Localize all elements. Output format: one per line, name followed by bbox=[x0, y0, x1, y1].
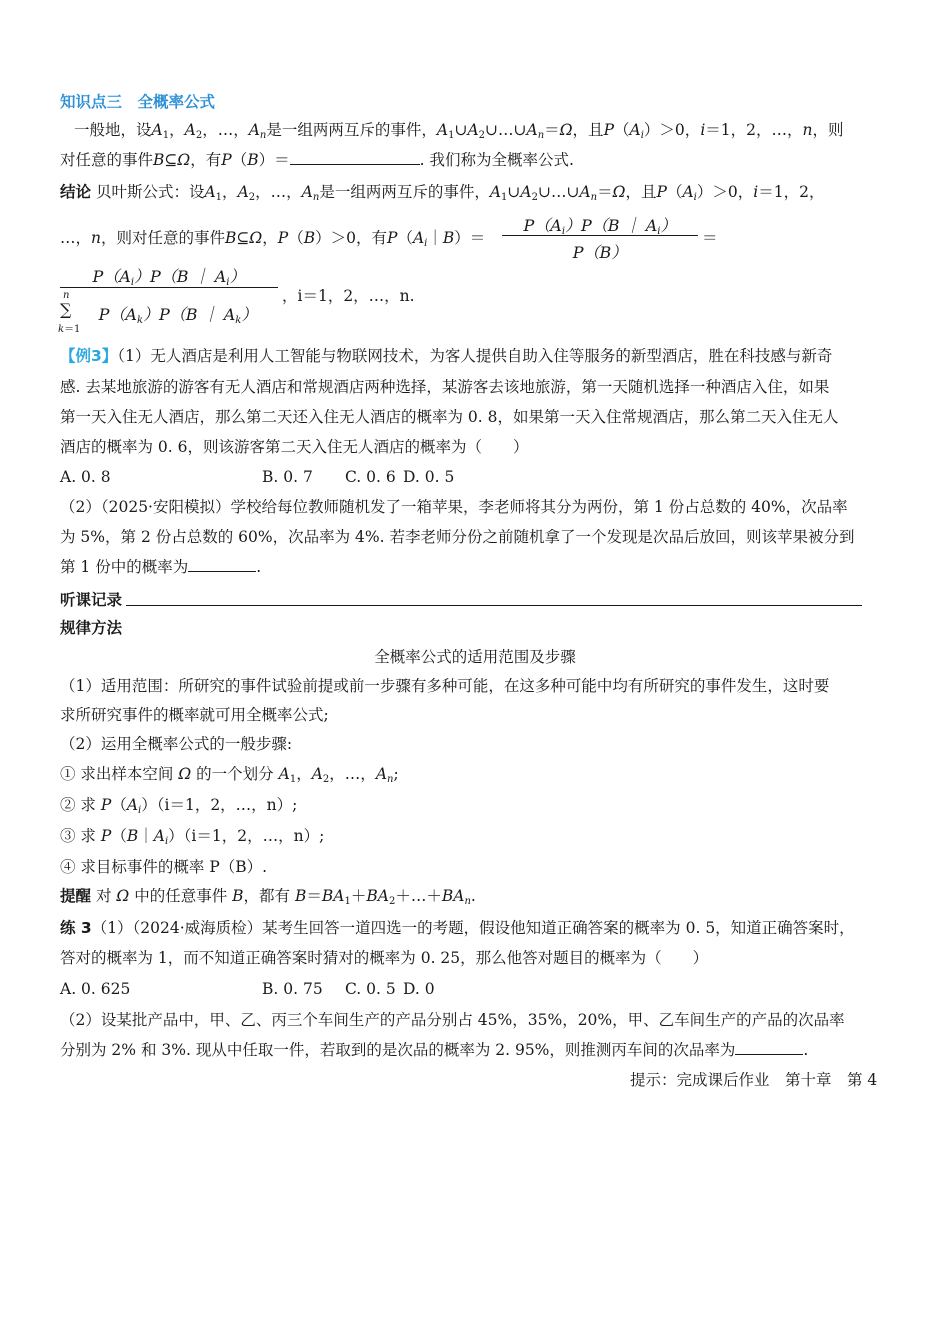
method-step4: ④ 求目标事件的概率 P（B）. bbox=[60, 858, 268, 876]
example3-option-b: B. 0. 7 bbox=[262, 468, 313, 486]
practice-answer-blank bbox=[735, 1040, 803, 1055]
section-title: 知识点三 全概率公式 bbox=[60, 93, 216, 111]
bayes-numerator: $P(A_i)P(B$ ｜ $A_i$） bbox=[523, 216, 677, 237]
method-step1: ① 求出样本空间 Ω 的一个划分 $A_1$，$A_2$，…，$A_n$; bbox=[60, 765, 399, 785]
example3-line3: 第一天入住无人酒店，那么第二天还入住无人酒店的概率为 0. 8，如果第一天入住常规酒店，那么第二天入住无人 bbox=[60, 408, 839, 426]
sum-upper: n bbox=[63, 290, 70, 301]
footer-hint: 提示：完成课后作业 第十章 第 4 bbox=[630, 1071, 878, 1089]
section-text-line2: 对任意的事件B⊆Ω，有P（B）＝ . 我们称为全概率公式. bbox=[60, 151, 574, 169]
method-line1: （1）适用范围：所研究的事件试验前提或前一步骤有多种可能，在这多种可能中均有所研究的事件发生，这时要 bbox=[60, 677, 830, 695]
method-label: 规律方法 bbox=[60, 619, 123, 637]
example3-option-c: C. 0. 6 bbox=[345, 468, 396, 486]
notes-label: 听课记录 bbox=[60, 591, 123, 609]
practice3-line1: 练 3（1）（2024·威海质检）某考生回答一道四选一的考题，假设他知道正确答案的概率为 0. 5，知道正确答案时， bbox=[60, 919, 855, 937]
total-numerator: $P(A_i)P(B$ ｜ $A_i$） bbox=[92, 267, 246, 288]
tip-label: 提醒 bbox=[60, 887, 92, 905]
method-step2: ② 求 $P(A_i)(i=1$，2，…，n）; bbox=[60, 796, 298, 816]
practice3-tag: 练 3 bbox=[60, 919, 92, 937]
practice3-option-a: A. 0. 625 bbox=[60, 980, 131, 998]
fraction-bar bbox=[502, 235, 698, 236]
example3-line1: 【例3】（1）无人酒店是利用人工智能与物联网技术，为客人提供自助入住等服务的新型酒店，胜在科技感与新奇 bbox=[60, 347, 833, 365]
notes-line bbox=[126, 605, 862, 606]
fraction-bar-2 bbox=[60, 287, 278, 288]
sum-sign: ∑ bbox=[60, 300, 72, 319]
method-heading: 全概率公式的适用范围及步骤 bbox=[374, 648, 576, 666]
total-denominator: $P(A_k)P(B$ ｜ $A_k$） bbox=[98, 305, 258, 326]
example3-part2-line1: （2）（2025·安阳模拟）学校给每位教师随机发了一箱苹果，李老师将其分为两份，第 1 份占总数的 40%，次品率 bbox=[60, 498, 848, 516]
conclusion-line1: 结论 贝叶斯公式：设$A_1$，$A_2$，…，$A_n$是一组两两互斥的事件，$A_1\cup A_2\cup\dots\cup A_n=\Omega$，且$P(A_i)>0$，i＝1，2， bbox=[60, 183, 825, 203]
practice3-option-c: C. 0. 5 bbox=[345, 980, 396, 998]
practice3-part2-line2: 分别为 2% 和 3%. 现从中任取一件，若取到的是次品的概率为 2. 95%，则推测丙车间的次品率为 . bbox=[60, 1041, 809, 1059]
formula-blank bbox=[290, 150, 420, 165]
tip-line: 提醒 对 Ω 中的任意事件 B，都有 $B=BA_1+BA_2+\dots+BA_n$. bbox=[60, 887, 476, 907]
example3-option-d: D. 0. 5 bbox=[403, 468, 455, 486]
example3-line2: 感. 去某地旅游的游客有无人酒店和常规酒店两种选择，某游客去该地旅游，第一天随机选择一种酒店入住，如果 bbox=[60, 378, 830, 396]
example3-option-a: A. 0. 8 bbox=[60, 468, 111, 486]
method-step3: ③ 求 $P(B|A_i)(i=1$，2，…，n）; bbox=[60, 827, 325, 847]
answer-blank bbox=[188, 557, 256, 572]
practice3-line2: 答对的概率为 1，而不知道正确答案时猜对的概率为 0. 25，那么他答对题目的概率为（ ） bbox=[60, 949, 709, 967]
example3-part2-line2: 为 5%，第 2 份占总数的 60%，次品率为 4%. 若李老师分份之前随机拿了一个发现是次品后放回，则该苹果被分到 bbox=[60, 528, 855, 546]
bayes-tail: ，i＝1，2，…，n. bbox=[282, 287, 415, 305]
practice3-option-d: D. 0 bbox=[403, 980, 435, 998]
sum-lower: k＝1 bbox=[58, 324, 81, 335]
section-text-line1: 一般地，设$A_1$，$A_2$，…，$A_n$是一组两两互斥的事件，$A_1\cup A_2\cup\dots\cup A_n=\Omega$，且$P(A_i)>0$，i＝1，2，…，n，则 bbox=[74, 121, 844, 141]
practice3-option-b: B. 0. 75 bbox=[262, 980, 323, 998]
conclusion-label: 结论 bbox=[60, 183, 92, 201]
practice3-part2-line1: （2）设某批产品中，甲、乙、丙三个车间生产的产品分别占 45%，35%，20%，甲、乙车间生产的产品的次品率 bbox=[60, 1011, 845, 1029]
method-line2: 求所研究事件的概率就可用全概率公式; bbox=[60, 706, 329, 724]
example3-line4: 酒店的概率为 0. 6，则该游客第二天入住无人酒店的概率为（ ） bbox=[60, 438, 529, 456]
example3-part2-line3: 第 1 份中的概率为 . bbox=[60, 558, 262, 576]
method-line3: （2）运用全概率公式的一般步骤: bbox=[60, 735, 293, 753]
equals-sign: ＝ bbox=[702, 229, 718, 247]
example3-tag: 【例3】 bbox=[60, 347, 118, 365]
bayes-denominator: P（B） bbox=[572, 243, 628, 262]
conclusion-line2: …，n，则对任意的事件B⊆Ω，P（B）＞0，有$P(A_i|B)=$ bbox=[60, 229, 486, 249]
